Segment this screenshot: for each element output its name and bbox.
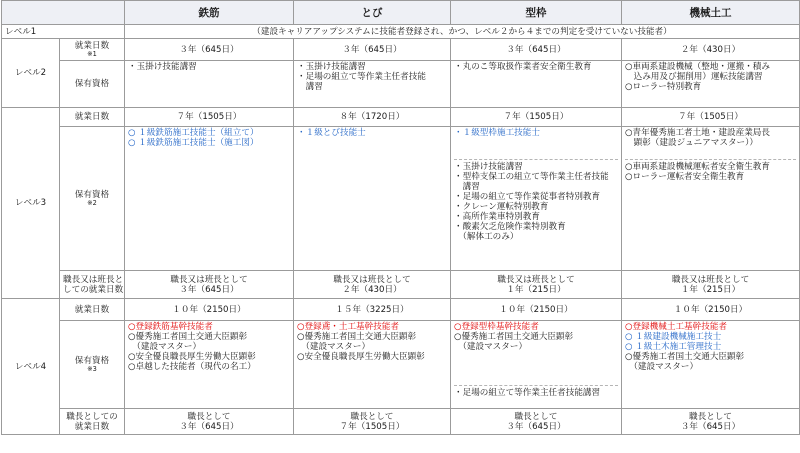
header-katawaku: 型枠	[451, 1, 622, 25]
level2-label: レベル2	[2, 39, 60, 108]
level4-foreman-katawaku: 職長として ３年（645日）	[451, 409, 622, 435]
level4-days-tobi: １５年（3225日）	[294, 299, 451, 321]
level4-foreman-kikai: 職長として ３年（645日）	[622, 409, 800, 435]
level3-days-tekkin: ７年（1505日）	[125, 108, 294, 127]
level4-qual-kikai: ○登録機械土工基幹技能者 ○ １級建設機械施工技士 ○ １級土木施工管理技士 ○優秀施工者国土交通大臣顕彰 （建設マスター）	[622, 321, 800, 409]
level2-days-label: 就業日数 ※1	[60, 39, 125, 61]
level4-foreman-tobi: 職長として ７年（1505日）	[294, 409, 451, 435]
level4-label: レベル4	[2, 299, 60, 435]
header-blank	[2, 1, 125, 25]
level4-days-tekkin: １０年（2150日）	[125, 299, 294, 321]
level2-qual-label: 保有資格	[60, 61, 125, 108]
level2-days-tekkin: ３年（645日）	[125, 39, 294, 61]
level2-qual-tobi: ・玉掛け技能講習 ・足場の組立て等作業主任者技能 講習	[294, 61, 451, 108]
level3-qual-label: 保有資格 ※2	[60, 127, 125, 271]
level2-days-kikai: ２年（430日）	[622, 39, 800, 61]
level4-foreman-label: 職長としての 就業日数	[60, 409, 125, 435]
level3-foreman-katawaku: 職長又は班長として １年（215日）	[451, 271, 622, 299]
level3-days-label: 就業日数	[60, 108, 125, 127]
level3-qual-tekkin: ○ １級鉄筋施工技能士（組立て） ○ １級鉄筋施工技能士（施工図）	[125, 127, 294, 271]
level1-label: レベル1	[2, 25, 125, 39]
level4-qual-tekkin: ○登録鉄筋基幹技能者 ○優秀施工者国土交通大臣顕彰 （建設マスター） ○安全優良職長厚生労働大臣顕彰 ○卓越した技能者（現代の名工）	[125, 321, 294, 409]
level3-foreman-kikai: 職長又は班長として １年（215日）	[622, 271, 800, 299]
level2-days-katawaku: ３年（645日）	[451, 39, 622, 61]
level1-description: （建設キャリアアップシステムに技能者登録され、かつ、レベル２から４までの判定を受けていない技能者）	[125, 25, 800, 39]
level3-qual-kikai: ○青年優秀施工者土地・建設産業局長 顕彰（建設ジュニアマスター）） ○車両系建設機械運転者安全衛生教育 ○ローラー運転者安全衛生教育	[622, 127, 800, 271]
level3-label: レベル3	[2, 108, 60, 299]
skill-level-table	[1, 0, 800, 435]
level2-days-tobi: ３年（645日）	[294, 39, 451, 61]
level3-days-kikai: ７年（1505日）	[622, 108, 800, 127]
level2-qual-kikai: ○車両系建設機械（整地・運搬・積み 込み用及び掘削用）運転技能講習 ○ローラー特別教育	[622, 61, 800, 108]
level3-qual-katawaku: ・１級型枠施工技能士 ・玉掛け技能講習 ・型枠支保工の組立て等作業主任者技能 講習 ・足場の組立て等作業従事者特別教育 ・クレーン運転特別教育 ・高所作業車特別教育 ・酸素欠乏危険作業特別教育 （解体工のみ）	[451, 127, 622, 271]
level4-foreman-tekkin: 職長として ３年（645日）	[125, 409, 294, 435]
level4-days-label: 就業日数	[60, 299, 125, 321]
header-tobi: とび	[294, 1, 451, 25]
level4-qual-katawaku: ○登録型枠基幹技能者 ○優秀施工者国土交通大臣顕彰 （建設マスター） ・足場の組立て等作業主任者技能講習	[451, 321, 622, 409]
level3-days-tobi: ８年（1720日）	[294, 108, 451, 127]
level3-foreman-tobi: 職長又は班長として ２年（430日）	[294, 271, 451, 299]
level4-days-katawaku: １０年（2150日）	[451, 299, 622, 321]
level2-qual-katawaku: ・丸のこ等取扱作業者安全衛生教育	[451, 61, 622, 108]
level4-qual-tobi: ○登録鳶・土工基幹技能者 ○優秀施工者国土交通大臣顕彰 （建設マスター） ○安全優良職長厚生労働大臣顕彰	[294, 321, 451, 409]
level4-days-kikai: １０年（2150日）	[622, 299, 800, 321]
level3-qual-tobi: ・１級とび技能士	[294, 127, 451, 271]
level2-qual-tekkin: ・玉掛け技能講習	[125, 61, 294, 108]
level4-qual-label: 保有資格 ※3	[60, 321, 125, 409]
level3-days-katawaku: ７年（1505日）	[451, 108, 622, 127]
header-tekkin: 鉄筋	[125, 1, 294, 25]
level3-foreman-label: 職長又は班長と しての就業日数	[60, 271, 125, 299]
level3-foreman-tekkin: 職長又は班長として ３年（645日）	[125, 271, 294, 299]
header-kikai-doko: 機械土工	[622, 1, 800, 25]
